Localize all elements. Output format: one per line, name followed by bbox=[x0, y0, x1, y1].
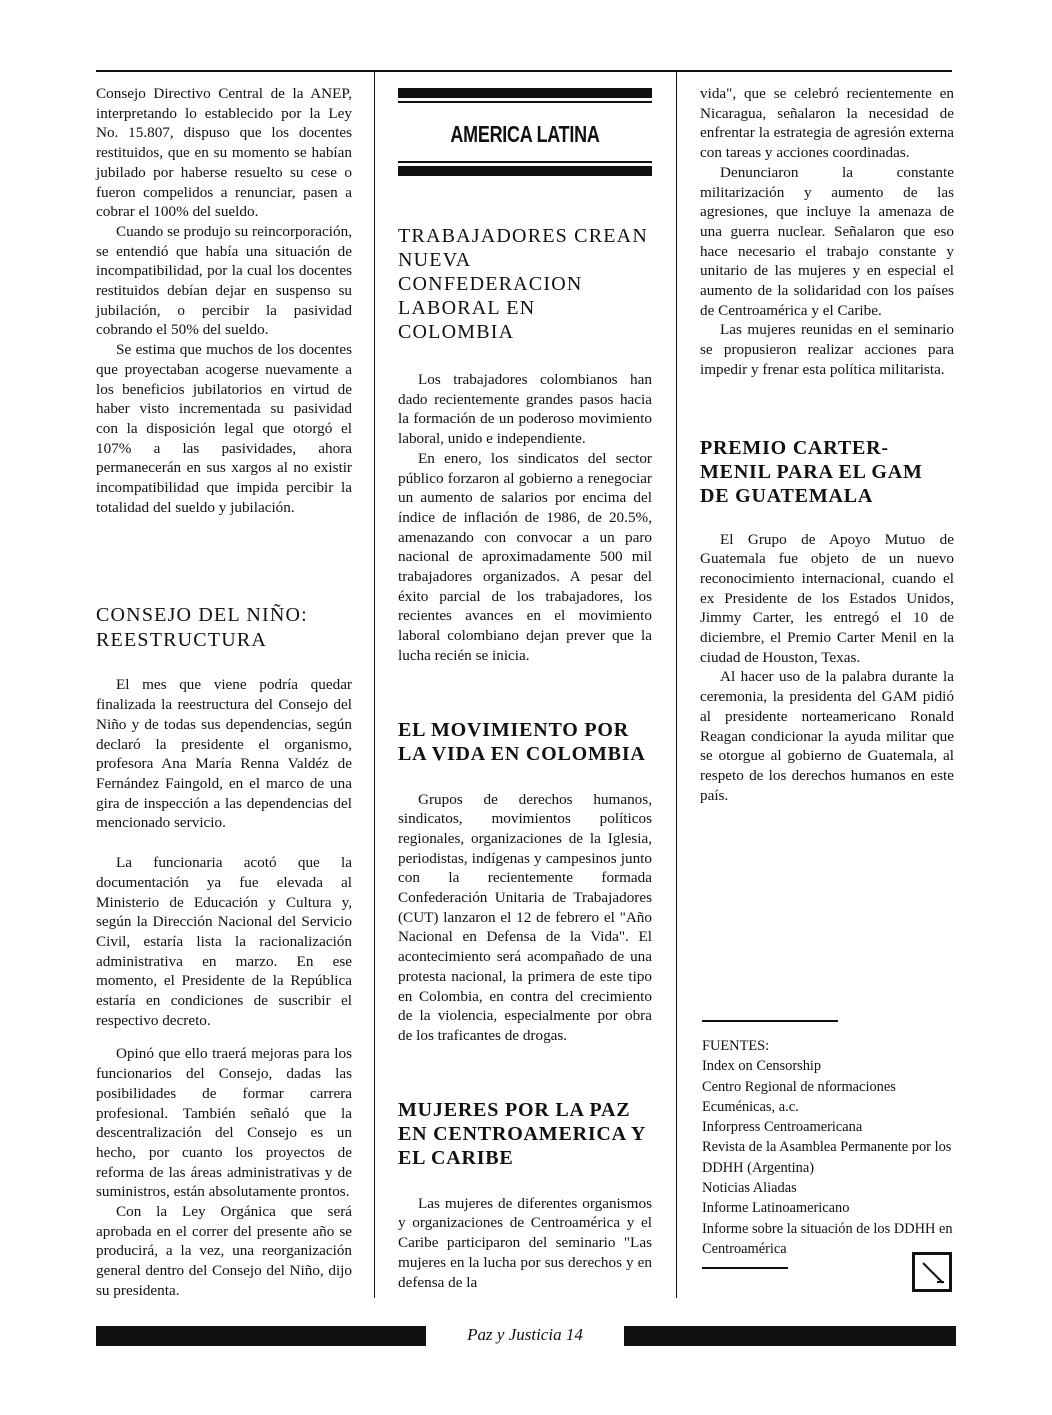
footer-bar-left bbox=[96, 1326, 426, 1346]
footer bbox=[96, 1322, 956, 1348]
paragraph: En enero, los sindicatos del sector público forzaron al gobierno a renegociar un aumento de salarios por encima del índice de inflación de 1986, de 20.5%, amenazando con convocar a un paro nacional de aproximadamente 500 mil trabajadores organizados. A pesar del éxito parcial de los trabajadores, los recientes avances en el movimiento laboral colombiano dejan prever que la lucha recién se inicia. bbox=[398, 449, 652, 664]
source-item: Informe Latinoamericano bbox=[702, 1200, 850, 1217]
footer-bar-right bbox=[624, 1326, 956, 1346]
source-item: Inforpress Centroamericana bbox=[702, 1119, 863, 1136]
headline-trabajadores: TRABAJADORES CREAN NUEVA CONFEDERACION LABORAL EN COLOMBIA bbox=[398, 225, 648, 343]
banner-title: AMERICA LATINA bbox=[450, 121, 600, 147]
column-2 bbox=[398, 224, 652, 1292]
sources-title: FUENTES: bbox=[702, 1038, 770, 1054]
end-mark-icon bbox=[912, 1252, 952, 1292]
paragraph: Opinó que ello traerá mejoras para los funcionarios del Consejo, dadas las posibilidades de formar carrera profesional. También señaló que la descentralización del Consejo es un hecho, por cuanto los proyectos de reforma de las áreas administrativas y de suministros, están absolutamente prontos. bbox=[96, 1045, 352, 1201]
paragraph: Se estima que muchos de los docentes que proyectaban acogerse nuevamente a los beneficios jubilatorios en virtud de haber visto incrementada su pasividad con la disposición legal que otorgó el 107% a las pasividades, ahora permanecerán en sus xargos al no existir incompatibilidad que impida percibir la totalidad del sueldo y jubilación. bbox=[96, 341, 352, 516]
source-item: Informe sobre la situación de los DDHH en Centroamérica bbox=[702, 1220, 953, 1257]
column-divider-left bbox=[374, 70, 375, 1298]
paragraph: Al hacer uso de la palabra durante la ceremonia, la presidenta del GAM pidió al presidente norteamericano Ronald Reagan condicionar la ayuda militar que se otorgue al gobierno de Guatemala, al respeto de los derechos humanos en este país. bbox=[700, 668, 954, 804]
sources-box bbox=[702, 1020, 954, 1269]
headline-premio-carter: PREMIO CARTER-MENIL PARA EL GAM DE GUATEMALA bbox=[700, 436, 923, 507]
top-rule bbox=[96, 70, 952, 72]
paragraph: Los trabajadores colombianos han dado recientemente grandes pasos hacia la formación de un poderoso movimiento laboral, unido e independiente. bbox=[398, 371, 652, 448]
paragraph: Consejo Directivo Central de la ANEP, interpretando lo establecido por la Ley No. 15.807, dispuso que los docentes restituidos, que en su momento se habían jubilado por haberse resuelto su cese o fueron compelidos a renunciar, pasen a cobrar el 100% del sueldo. bbox=[96, 85, 352, 221]
headline-consejo-nino: CONSEJO DEL NIÑO: REESTRUCTURA bbox=[96, 604, 308, 652]
paragraph: La funcionaria acotó que la documentación ya fue elevada al Ministerio de Educación y Cultura y, según la Dirección Nacional del Servicio Civil, estaría lista la racionalización administrativa en marzo. En ese momento, el Presidente de la República estaría en condiciones de suscribir el respectivo decreto. bbox=[96, 854, 352, 1029]
paragraph: vida", que se celebró recientemente en Nicaragua, señalaron la necesidad de enfrentar la estrategia de agresión externa con tareas y acciones coordinadas. bbox=[700, 85, 954, 162]
source-item: Centro Regional de nformaciones Ecuménicas, a.c. bbox=[702, 1078, 896, 1115]
paragraph: Con la Ley Orgánica que será aprobada en el correr del presente año se producirá, a la vez, una reorganización general dentro del Consejo del Niño, dijo su presidenta. bbox=[96, 1203, 352, 1299]
paragraph: Las mujeres reunidas en el seminario se propusieron realizar acciones para impedir y frenar esta política militarista. bbox=[700, 321, 954, 378]
column-3 bbox=[700, 84, 954, 805]
paragraph: El Grupo de Apoyo Mutuo de Guatemala fue objeto de un nuevo reconocimiento internacional, cuando el ex Presidente de los Estados Unidos, Jimmy Carter, les entregó el 10 de diciembre, el Premio Carter Menil en la ciudad de Houston, Texas. bbox=[700, 530, 954, 666]
headline-movimiento-vida: EL MOVIMIENTO POR LA VIDA EN COLOMBIA bbox=[398, 718, 646, 765]
headline-mujeres-paz: MUJERES POR LA PAZ EN CENTROAMERICA Y EL CARIBE bbox=[398, 1098, 646, 1169]
source-item: Revista de la Asamblea Permanente por los DDHH (Argentina) bbox=[702, 1139, 952, 1176]
column-divider-right bbox=[676, 70, 677, 1298]
paragraph: Denunciaron la constante militarización y aumento de las agresiones, que incluye la amenaza de una guerra nuclear. Señalaron que eso hace necesario el trabajo constante y unitario de las mujeres y en especial el aumento de la solidaridad con los países de Centroamérica y el Caribe. bbox=[700, 163, 954, 319]
source-item: Noticias Aliadas bbox=[702, 1180, 797, 1197]
section-banner bbox=[398, 88, 652, 194]
paragraph: Las mujeres de diferentes organismos y organizaciones de Centroamérica y el Caribe participaron del seminario "Las mujeres en la lucha por sus derechos y en defensa de la bbox=[398, 1194, 652, 1291]
page-label: Paz y Justicia 14 bbox=[467, 1325, 583, 1344]
column-1 bbox=[96, 84, 352, 1301]
paragraph: El mes que viene podría quedar finalizada la reestructura del Consejo del Niño y de todas sus dependencias, según declaró la presidente el organismo, profesora Ana María Renna Valdéz de Fernández Faingold, en el marco de una gira de inspección a las dependencias del mencionado servicio. bbox=[96, 676, 352, 832]
paragraph: Cuando se produjo su reincorporación, se entendió que había una situación de incompatibilidad, por la cual los docentes restituidos debían dejar en suspenso su jubilación, o percibir la pasividad cobrando el 50% del sueldo. bbox=[96, 222, 352, 339]
source-item: Index on Censorship bbox=[702, 1058, 822, 1075]
paragraph: Grupos de derechos humanos, sindicatos, movimientos políticos regionales, organizaciones de la Iglesia, periodistas, indígenas y campesinos junto con la recientemente formada Confederación Unitaria de Trabajadores (CUT) lanzaron el 12 de febrero el "Año Nacional en Defensa de la Vida". El acontecimiento será acompañado de una protesta nacional, la primera de este tipo en Colombia, en contra del crecimiento de la violencia, especialmente por obra de los traficantes de drogas. bbox=[398, 790, 652, 1044]
